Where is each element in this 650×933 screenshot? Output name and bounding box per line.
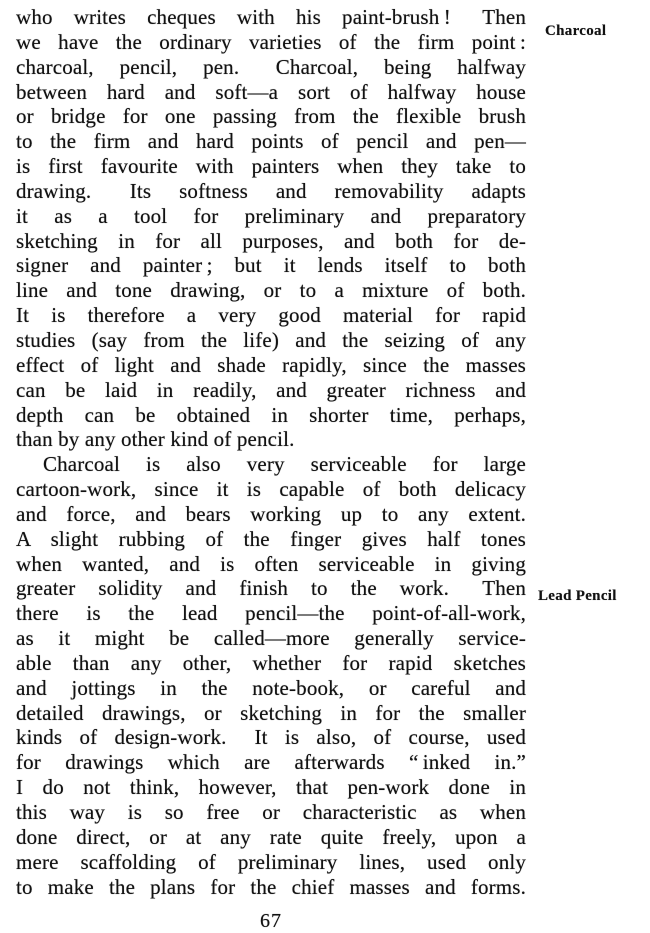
text-line: I do not think, however, that pen-work done in [16,775,526,800]
text-line: kinds of design-work. It is also, of course, used [16,725,526,750]
text-line: signer and painter ; but it lends itself to both [16,253,526,278]
text-line: mere scaffolding of preliminary lines, used only [16,849,526,874]
text-line: able than any other, whether for rapid sketches [16,650,526,675]
body-text-column [16,5,526,899]
text-line: detailed drawings, or sketching in for the smaller [16,700,526,725]
text-line: to the firm and hard points of pencil and pen— [16,129,526,154]
text-line-paragraph-end: than by any other kind of pencil. [16,427,295,452]
text-line: charcoal, pencil, pen. Charcoal, being halfway [16,54,526,79]
text-line: when wanted, and is often serviceable in giving [16,551,526,576]
text-line: can be laid in readily, and greater richness and [16,377,526,402]
text-line: and force, and bears working up to any extent. [16,501,526,526]
text-line: line and tone drawing, or to a mixture of both. [16,278,526,303]
text-line-paragraph-start: Charcoal is also very serviceable for large [43,452,526,477]
text-line: there is the lead pencil—the point-of-all-work, [16,601,526,626]
text-line: A slight rubbing of the finger gives half tones [16,526,526,551]
text-line: it as a tool for preliminary and preparatory [16,203,526,228]
text-line: drawing. Its softness and removability adapts [16,178,526,203]
text-line: between hard and soft—a sort of halfway house [16,79,526,104]
text-line: to make the plans for the chief masses and forms. [16,874,526,899]
margin-note-lead-pencil: Lead Pencil [538,588,617,604]
text-line: we have the ordinary varieties of the firm point : [16,29,526,54]
text-line: and jottings in the note-book, or careful and [16,675,526,700]
text-line: is first favourite with painters when they take to [16,154,526,179]
text-line: studies (say from the life) and the seizing of any [16,327,526,352]
text-line: It is therefore a very good material for rapid [16,303,526,328]
text-line: this way is so free or characteristic as when [16,800,526,824]
text-line: depth can be obtained in shorter time, perhaps, [16,402,526,427]
text-line: or bridge for one passing from the flexible brush [16,104,526,129]
text-line: greater solidity and finish to the work. Then [16,576,526,601]
text-line: as it might be called—more generally service- [16,626,526,651]
text-line: effect of light and shade rapidly, since the masses [16,352,526,377]
text-line: sketching in for all purposes, and both for de- [16,228,526,253]
margin-note-charcoal: Charcoal [545,23,607,39]
text-line: for drawings which are afterwards “ inked in.” [16,750,526,775]
text-line: cartoon-work, since it is capable of both delicacy [16,477,526,502]
text-line: done direct, or at any rate quite freely, upon a [16,824,526,849]
page-number: 67 [260,910,282,932]
text-line: who writes cheques with his paint-brush ! Then [16,5,526,29]
